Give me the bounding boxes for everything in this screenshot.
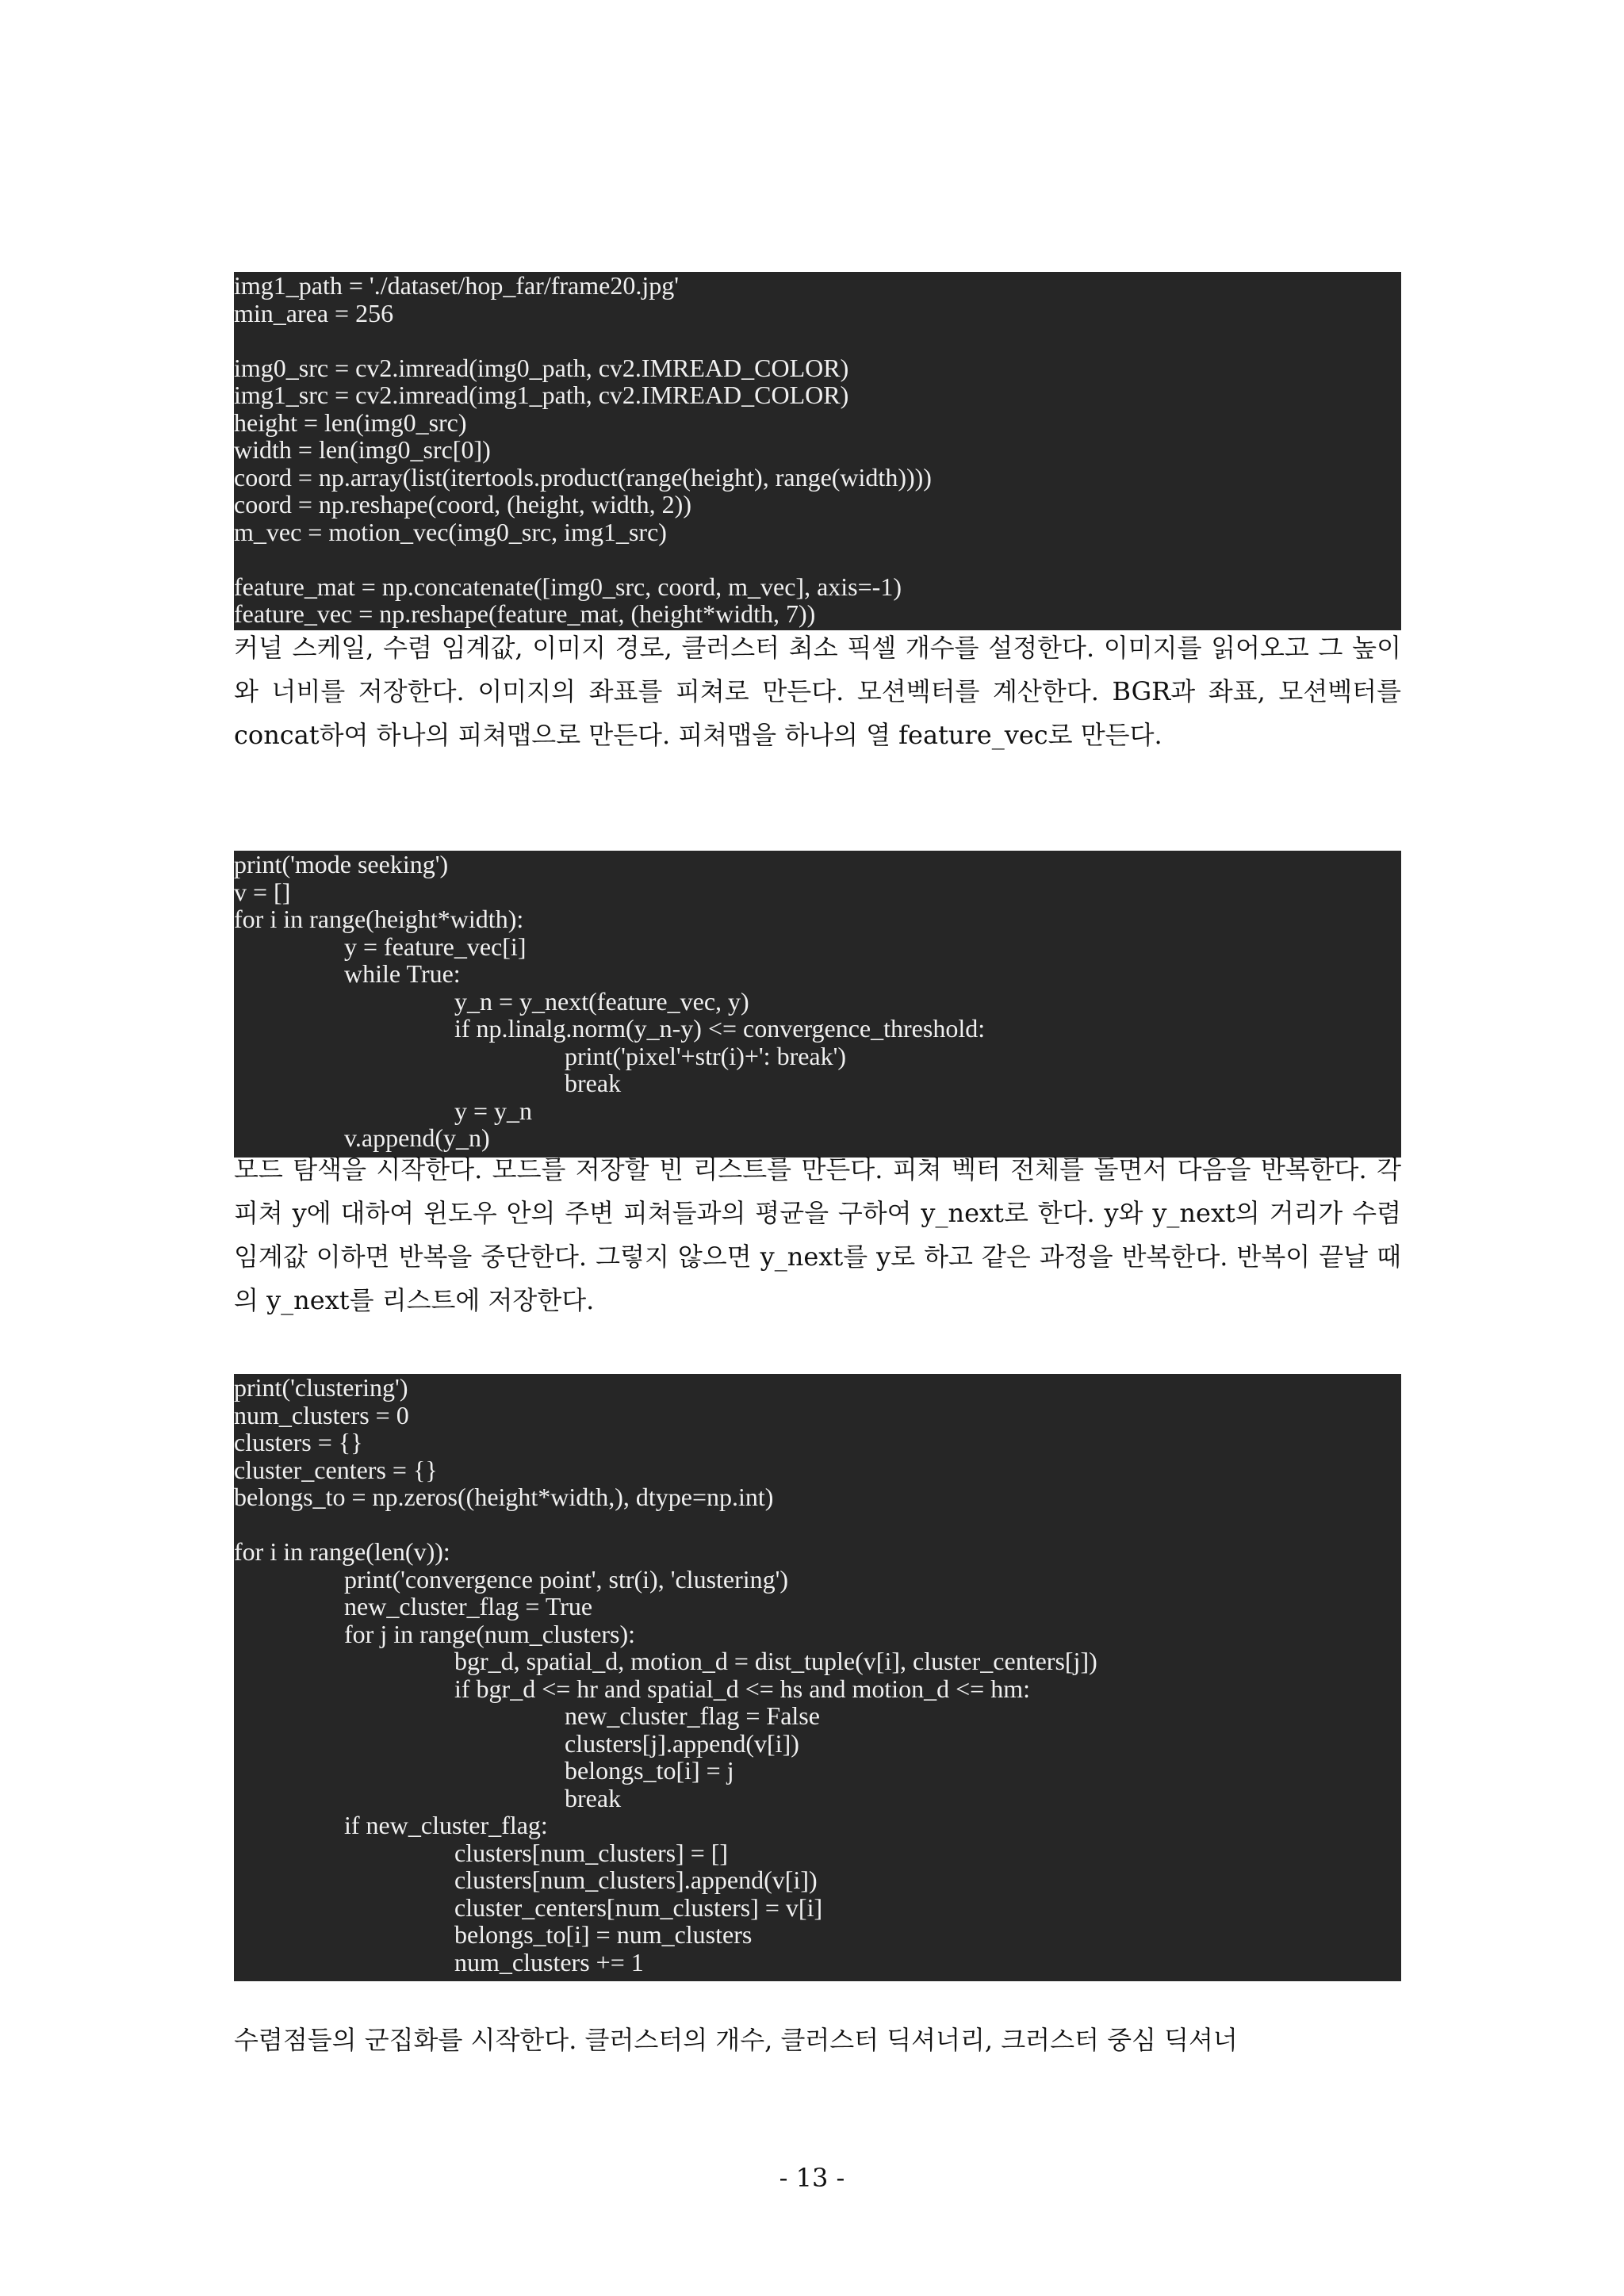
code-line: v = [] <box>234 877 291 906</box>
code-line: print('clustering') <box>234 1374 408 1402</box>
code-line: if bgr_d <= hr and spatial_d <= hs and motion_d <= hm: <box>454 1674 1030 1703</box>
code-line: coord = np.reshape(coord, (height, width, 2)) <box>234 490 691 519</box>
code-line: belongs_to = np.zeros((height*width,), dtype=np.int) <box>234 1483 774 1511</box>
code-line: cluster_centers[num_clusters] = v[i] <box>454 1892 823 1922</box>
code-line: belongs_to[i] = j <box>565 1756 734 1785</box>
code-line: m_vec = motion_vec(img0_src, img1_src) <box>234 517 667 546</box>
code-line: coord = np.array(list(itertools.product(range(height), range(width)))) <box>234 462 932 492</box>
code-line: if new_cluster_flag: <box>344 1811 548 1839</box>
code-block-1 <box>234 272 1401 630</box>
paragraph-1: 커널 스케일, 수렴 임계값, 이미지 경로, 클러스터 최소 픽셀 개수를 설정한다. 이미지를 읽어오고 그 높이와 너비를 저장한다. 이미지의 좌표를 피쳐로 만든다. 모션벡터를 계산한다. BGR과 좌표, 모션벡터를 concat하여 하나의 피쳐맵으로 만든다. 피쳐맵을 하나의 열 feature_vec로 만든다. <box>234 633 1401 750</box>
code-line: clusters[j].append(v[i]) <box>565 1728 799 1758</box>
code-line: v.append(y_n) <box>344 1123 490 1152</box>
code-line: clusters = {} <box>234 1428 363 1456</box>
paragraph-3: 수렴점들의 군집화를 시작한다. 클러스터의 개수, 클러스터 딕셔너리, 크러스터 중심 딕셔너 <box>234 2025 1238 2055</box>
code-line: num_clusters = 0 <box>234 1400 409 1429</box>
code-line: while True: <box>344 959 461 988</box>
code-line: height = len(img0_src) <box>234 408 467 437</box>
paragraph-2: 모드 탐색을 시작한다. 모드를 저장할 빈 리스트를 만든다. 피쳐 벡터 전체를 돌면서 다음을 반복한다. 각 피쳐 y에 대하여 윈도우 안의 주변 피쳐들과의 평균을 구하여 y_next로 한다. y와 y_next의 거리가 수렴 임계값 이하면 반복을 중단한다. 그렇지 않으면 y_next를 y로 하고 같은 과정을 반복한다. 반복이 끝날 때의 y_next를 리스트에 저장한다. <box>234 1154 1401 1315</box>
code-line: img1_src = cv2.imread(img1_path, cv2.IMREAD_COLOR) <box>234 381 849 409</box>
code-line: width = len(img0_src[0]) <box>234 435 491 464</box>
code-line: new_cluster_flag = False <box>565 1701 820 1730</box>
code-line: num_clusters += 1 <box>454 1947 644 1976</box>
code-line <box>234 545 1401 573</box>
code-line: belongs_to[i] = num_clusters <box>454 1920 753 1949</box>
code-line: y = feature_vec[i] <box>344 932 527 961</box>
code-line: print('pixel'+str(i)+': break') <box>565 1041 847 1070</box>
code-line: break <box>565 1783 622 1812</box>
code-line: clusters[num_clusters].append(v[i]) <box>454 1866 818 1894</box>
code-block-2 <box>234 851 1401 1158</box>
code-line: feature_mat = np.concatenate([img0_src, coord, m_vec], axis=-1) <box>234 572 902 601</box>
code-line: for i in range(len(v)): <box>234 1537 450 1566</box>
code-line: cluster_centers = {} <box>234 1455 438 1484</box>
code-line: bgr_d, spatial_d, motion_d = dist_tuple(v[i], cluster_centers[j]) <box>454 1647 1097 1675</box>
code-line: break <box>565 1069 622 1097</box>
code-line: for j in range(num_clusters): <box>344 1619 635 1648</box>
code-line: print('mode seeking') <box>234 851 449 878</box>
code-line: new_cluster_flag = True <box>344 1592 593 1621</box>
code-line: feature_vec = np.reshape(feature_mat, (height*width, 7)) <box>234 599 816 628</box>
code-line: y_n = y_next(feature_vec, y) <box>454 986 749 1016</box>
code-line: y = y_n <box>454 1096 533 1125</box>
code-line: min_area = 256 <box>234 298 394 327</box>
code-line: if np.linalg.norm(y_n-y) <= convergence_threshold: <box>454 1014 986 1043</box>
code-line: print('convergence point', str(i), 'clustering') <box>344 1564 789 1594</box>
code-line: clusters[num_clusters] = [] <box>454 1838 729 1867</box>
code-line <box>234 1511 1401 1539</box>
code-line: img0_src = cv2.imread(img0_path, cv2.IMREAD_COLOR) <box>234 353 849 382</box>
code-line: img1_path = './dataset/hop_far/frame20.jpg' <box>234 272 679 300</box>
code-block-3 <box>234 1374 1401 1981</box>
code-line: for i in range(height*width): <box>234 905 524 933</box>
code-line <box>234 327 1401 354</box>
page-number: - 13 - <box>779 2163 845 2193</box>
